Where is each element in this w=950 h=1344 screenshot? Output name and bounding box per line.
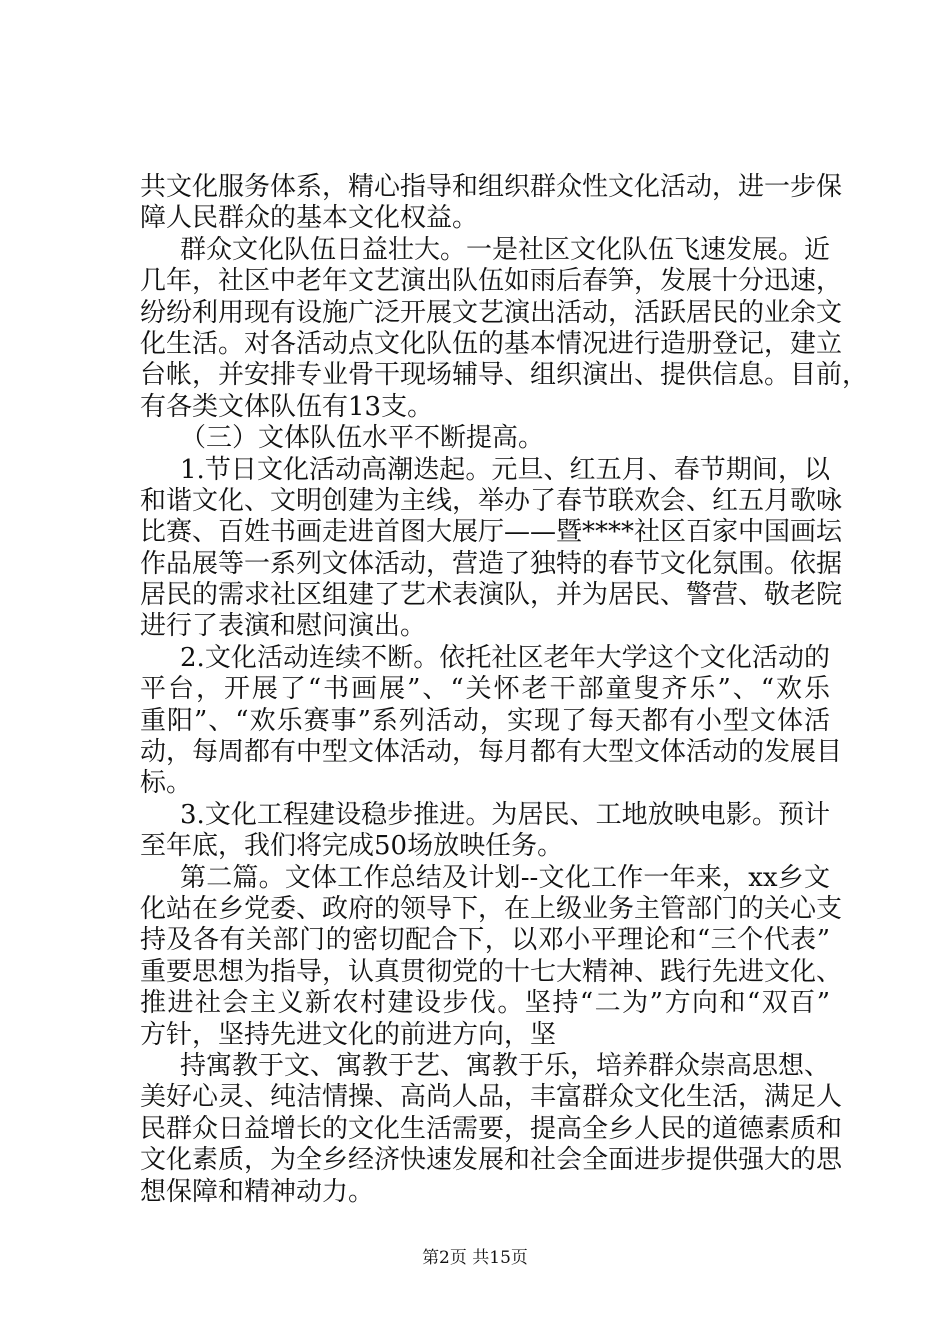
text-line: 进行了表演和慰问演出。 bbox=[140, 611, 427, 642]
text-line: 居民的需求社区组建了艺术表演队，并为居民、警营、敬老院 bbox=[140, 580, 843, 611]
text-line: 至年底，我们将完成50场放映任务。 bbox=[140, 831, 564, 862]
text-line: 和谐文化、文明创建为主线，举办了春节联欢会、红五月歌咏 bbox=[140, 485, 843, 516]
text-line: 有各类文体队伍有13支。 bbox=[140, 391, 434, 422]
text-line: 平台，开展了“书画展”、“关怀老干部童叟齐乐”、“欢乐 bbox=[140, 674, 830, 705]
document-body bbox=[140, 172, 869, 1208]
paragraph-first-line: 群众文化队伍日益壮大。一是社区文化队伍飞速发展。近 bbox=[180, 234, 831, 265]
text-line: 动，每周都有中型文体活动，每月都有大型文体活动的发展目 bbox=[140, 737, 843, 768]
paragraph-first-line: 第二篇。文体工作总结及计划--文化工作一年来，xx乡文 bbox=[180, 862, 830, 893]
text-line: 想保障和精神动力。 bbox=[140, 1176, 375, 1207]
text-line: 方针，坚持先进文化的前进方向，坚 bbox=[140, 1019, 557, 1050]
text-line: 障人民群众的基本文化权益。 bbox=[140, 203, 479, 234]
text-line: 美好心灵、纯洁情操、高尚人品，丰富群众文化生活，满足人 bbox=[140, 1082, 843, 1113]
text-line: 比赛、百姓书画走进首图大展厅——暨****社区百家中国画坛 bbox=[140, 517, 843, 548]
text-line: 文化素质，为全乡经济快速发展和社会全面进步提供强大的思 bbox=[140, 1145, 843, 1176]
text-line: 共文化服务体系，精心指导和组织群众性文化活动，进一步保 bbox=[140, 172, 843, 202]
text-line: 化站在乡党委、政府的领导下，在上级业务主管部门的关心支 bbox=[140, 893, 843, 924]
text-line: 重阳”、“欢乐赛事”系列活动，实现了每天都有小型文体活 bbox=[140, 705, 830, 736]
text-line: 化生活。对各活动点文化队伍的基本情况进行造册登记，建立 bbox=[140, 328, 843, 359]
text-line: 推进社会主义新农村建设步伐。坚持“二为”方向和“双百” bbox=[140, 988, 830, 1019]
paragraph-first-line: 1.节日文化活动高潮迭起。元旦、红五月、春节期间，以 bbox=[180, 454, 830, 485]
text-line: 台帐，并安排专业骨干现场辅导、组织演出、提供信息。目前， bbox=[140, 360, 869, 391]
text-line: 重要思想为指导，认真贯彻党的十七大精神、践行先进文化、 bbox=[140, 956, 843, 987]
text-line: 纷纷利用现有设施广泛开展文艺演出活动，活跃居民的业余文 bbox=[140, 297, 843, 328]
text-line: 民群众日益增长的文化生活需要，提高全乡人民的道德素质和 bbox=[140, 1113, 843, 1144]
section-heading: （三）文体队伍水平不断提高。 bbox=[180, 423, 545, 454]
text-line: 作品展等一系列文体活动，营造了独特的春节文化氛围。依据 bbox=[140, 548, 843, 579]
paragraph-first-line: 3.文化工程建设稳步推进。为居民、工地放映电影。预计 bbox=[180, 799, 830, 830]
paragraph-first-line: 2.文化活动连续不断。依托社区老年大学这个文化活动的 bbox=[180, 642, 830, 673]
text-line: 标。 bbox=[140, 768, 193, 799]
text-line: 几年，社区中老年文艺演出队伍如雨后春笋，发展十分迅速， bbox=[140, 266, 843, 297]
paragraph-first-line: 持寓教于文、寓教于艺、寓教于乐，培养群众崇高思想、 bbox=[180, 1050, 831, 1081]
page-number-footer: 第2页 共15页 bbox=[422, 1248, 528, 1268]
text-line: 持及各有关部门的密切配合下，以邓小平理论和“三个代表” bbox=[140, 925, 830, 956]
